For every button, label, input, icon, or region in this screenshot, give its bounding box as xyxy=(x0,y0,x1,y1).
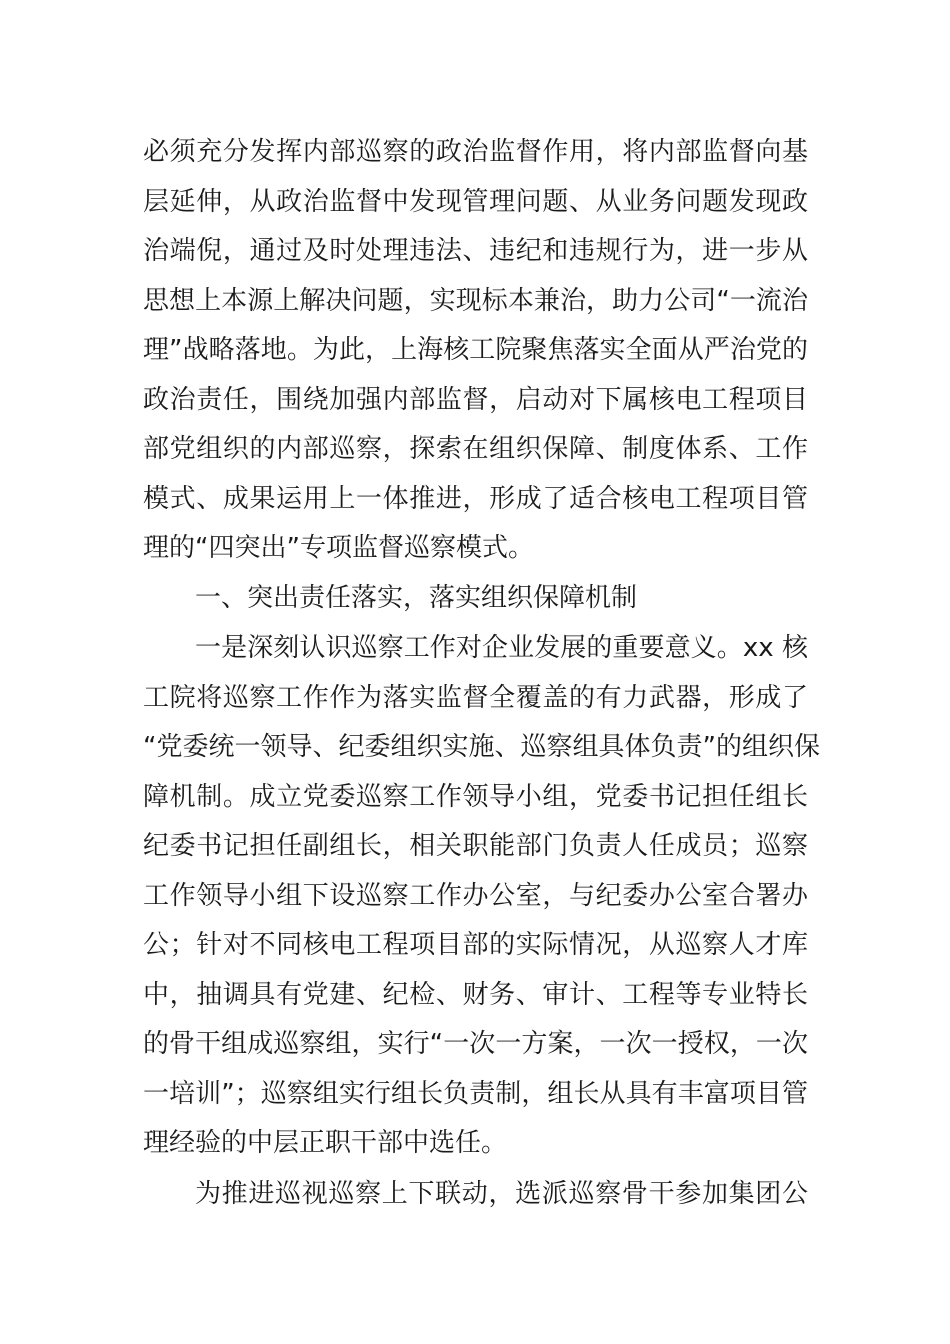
text-line: 工作领导小组下设巡察工作办公室，与纪委办公室合署办 xyxy=(143,880,808,911)
text-line: 一培训”；巡察组实行组长负责制，组长从具有丰富项目管 xyxy=(143,1078,808,1109)
text-line: 政治责任，围绕加强内部监督，启动对下属核电工程项目 xyxy=(143,384,808,415)
text-line: 公；针对不同核电工程项目部的实际情况，从巡察人才库 xyxy=(143,930,808,960)
text-line: 思想上本源上解决问题，实现标本兼治，助力公司“一流治 xyxy=(143,285,808,316)
text-line: 部党组织的内部巡察，探索在组织保障、制度体系、工作 xyxy=(143,434,808,464)
text-line: 障机制。成立党委巡察工作领导小组，党委书记担任组长 xyxy=(143,781,808,812)
text-line: 纪委书记担任副组长，相关职能部门负责人任成员；巡察 xyxy=(143,831,808,861)
text-line: 一是深刻认识巡察工作对企业发展的重要意义。xx 核 xyxy=(195,633,808,663)
heading-line: 一、突出责任落实，落实组织保障机制 xyxy=(195,583,638,613)
text-line: 理的“四突出”专项监督巡察模式。 xyxy=(143,533,534,563)
paragraph-linkage xyxy=(143,1170,808,1220)
text-line: 必须充分发挥内部巡察的政治监督作用，将内部监督向基 xyxy=(143,137,808,167)
text-line: 为推进巡视巡察上下联动，选派巡察骨干参加集团公 xyxy=(195,1179,808,1209)
paragraph-organization xyxy=(143,624,820,1169)
paragraph-intro xyxy=(143,128,808,574)
text-line: 层延伸，从政治监督中发现管理问题、从业务问题发现政 xyxy=(143,186,808,217)
text-line: 工院将巡察工作作为落实监督全覆盖的有力武器，形成了 xyxy=(143,682,808,713)
text-line: 理”战略落地。为此，上海核工院聚焦落实全面从严治党的 xyxy=(143,335,808,365)
text-line: 治端倪，通过及时处理违法、违纪和违规行为，进一步从 xyxy=(143,236,808,266)
text-line: 中，抽调具有党建、纪检、财务、审计、工程等专业特长 xyxy=(143,979,808,1010)
text-line: 理经验的中层正职干部中选任。 xyxy=(143,1128,508,1158)
text-line: “党委统一领导、纪委组织实施、巡察组具体负责”的组织保 xyxy=(143,732,820,762)
text-line: 的骨干组成巡察组，实行“一次一方案，一次一授权，一次 xyxy=(143,1029,808,1059)
section-heading xyxy=(143,574,808,624)
text-line: 模式、成果运用上一体推进，形成了适合核电工程项目管 xyxy=(143,483,808,514)
